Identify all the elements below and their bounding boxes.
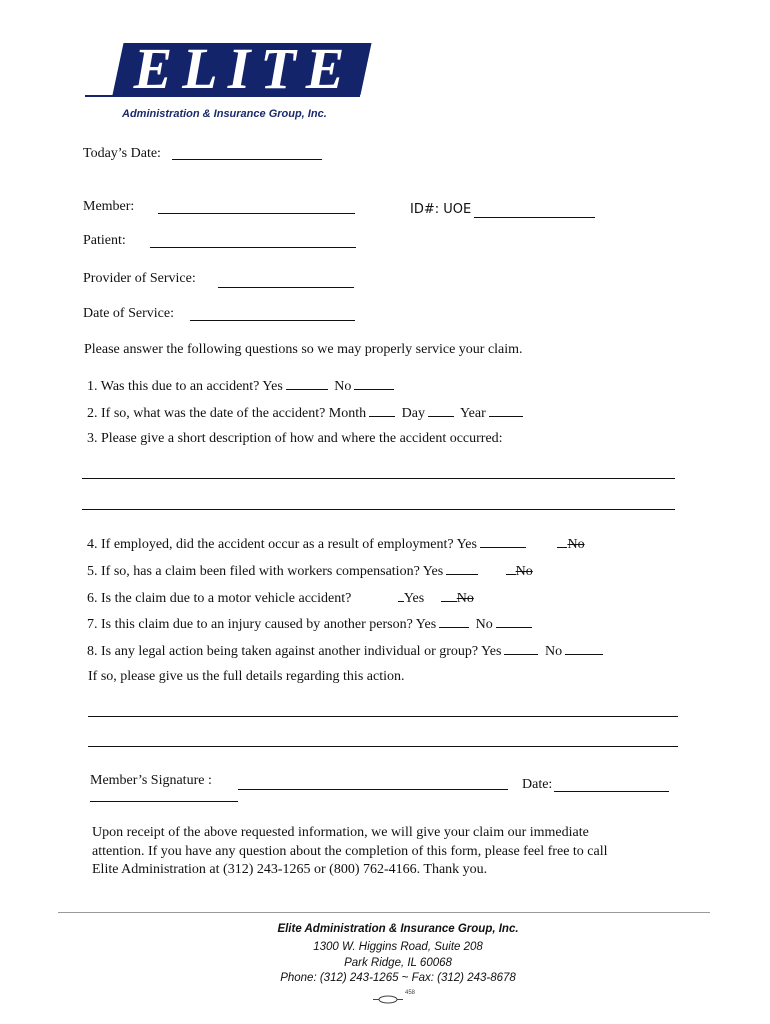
- q5-yes-field[interactable]: [446, 562, 478, 575]
- member-field[interactable]: [158, 213, 355, 214]
- q1-yes-label: Yes: [262, 379, 283, 394]
- question-7: [87, 615, 535, 633]
- details-line-1[interactable]: [88, 716, 678, 717]
- company-tagline: Administration & Insurance Group, Inc.: [122, 108, 327, 120]
- provider-field[interactable]: [218, 287, 354, 288]
- q8-no-label: No: [544, 644, 563, 659]
- q4-yes-field[interactable]: [480, 535, 526, 548]
- provider-label: Provider of Service:: [83, 271, 196, 286]
- date-of-service-field[interactable]: [190, 320, 355, 321]
- union-bug-number: 458: [405, 990, 416, 996]
- q5-no-label: No: [515, 564, 533, 579]
- q7-yes-label: Yes: [415, 617, 437, 632]
- q8-yes-label: Yes: [481, 644, 502, 659]
- question-6: [87, 589, 474, 607]
- signature-field-continued[interactable]: [90, 801, 238, 802]
- q2-month-label: Month: [328, 406, 367, 421]
- q8-no-field[interactable]: [565, 642, 603, 655]
- footer-address-2: Park Ridge, IL 60068: [344, 957, 452, 969]
- signature-label: Member’s Signature :: [90, 773, 212, 788]
- question-2: [87, 404, 526, 422]
- signature-date-label: Date:: [522, 777, 553, 792]
- q6-yes-label: Yes: [403, 591, 425, 606]
- footer-phone: Phone: (312) 243-1265 ~ Fax: (312) 243-8678: [280, 972, 516, 984]
- question-3-text: 3. Please give a short description of how and where the accident occurred:: [87, 431, 503, 446]
- logo-underline: [85, 95, 360, 97]
- question-1-text: 1. Was this due to an accident?: [87, 379, 260, 394]
- q5-no-field[interactable]: [506, 562, 516, 575]
- todays-date-field[interactable]: [172, 159, 322, 160]
- signature-field[interactable]: [238, 789, 508, 790]
- q4-yes-label: Yes: [456, 537, 477, 552]
- q6-no-label: No: [456, 591, 474, 606]
- date-of-service-label: Date of Service:: [83, 306, 174, 321]
- q7-no-label: No: [475, 617, 493, 632]
- description-line-2[interactable]: [82, 509, 675, 510]
- q7-yes-field[interactable]: [439, 615, 469, 628]
- q2-month-field[interactable]: [369, 404, 395, 417]
- question-6-text: 6. Is the claim due to a motor vehicle accident?: [87, 591, 352, 606]
- question-1: [87, 377, 397, 395]
- q1-no-field[interactable]: [354, 377, 394, 390]
- patient-label: Patient:: [83, 233, 126, 248]
- q5-yes-label: Yes: [422, 564, 444, 579]
- company-logo: ELITE: [133, 36, 355, 101]
- q8-yes-field[interactable]: [504, 642, 538, 655]
- closing-line-1: Upon receipt of the above requested information, we will give your claim our immediate: [92, 825, 589, 840]
- question-4: [87, 535, 585, 553]
- description-line-1[interactable]: [82, 478, 675, 479]
- q4-no-label: No: [567, 537, 585, 552]
- id-field[interactable]: [474, 217, 595, 218]
- union-bug-icon: [372, 991, 404, 1000]
- question-8-text: 8. Is any legal action being taken against another individual or group?: [87, 644, 479, 659]
- question-8: [87, 642, 606, 660]
- details-line-2[interactable]: [88, 746, 678, 747]
- signature-date-field[interactable]: [554, 791, 669, 792]
- question-4-text: 4. If employed, did the accident occur as a result of employment?: [87, 537, 454, 552]
- footer-company: Elite Administration & Insurance Group, Inc.: [277, 923, 519, 935]
- footer-divider: [58, 912, 710, 913]
- q1-no-label: No: [334, 379, 352, 394]
- details-prompt: If so, please give us the full details regarding this action.: [88, 669, 405, 684]
- question-2-text: 2. If so, what was the date of the accident?: [87, 406, 326, 421]
- q2-day-field[interactable]: [428, 404, 454, 417]
- q2-year-field[interactable]: [489, 404, 523, 417]
- intro-text: Please answer the following questions so we may properly service your claim.: [84, 342, 523, 357]
- question-7-text: 7. Is this claim due to an injury caused by another person?: [87, 617, 413, 632]
- q2-day-label: Day: [401, 406, 425, 421]
- id-label: ID#: UOE: [410, 202, 472, 217]
- q6-no-field[interactable]: [441, 589, 457, 602]
- footer-address-1: 1300 W. Higgins Road, Suite 208: [313, 941, 483, 953]
- todays-date-label: Today’s Date:: [83, 146, 161, 161]
- patient-field[interactable]: [150, 247, 356, 248]
- closing-line-2: attention. If you have any question about the completion of this form, please feel free to call: [92, 844, 608, 859]
- question-5: [87, 562, 533, 580]
- q2-year-label: Year: [459, 406, 486, 421]
- q4-no-field[interactable]: [557, 535, 567, 548]
- q1-yes-field[interactable]: [286, 377, 328, 390]
- member-label: Member:: [83, 199, 135, 214]
- question-5-text: 5. If so, has a claim been filed with workers compensation?: [87, 564, 420, 579]
- q7-no-field[interactable]: [496, 615, 532, 628]
- closing-line-3: Elite Administration at (312) 243-1265 or (800) 762-4166. Thank you.: [92, 862, 488, 877]
